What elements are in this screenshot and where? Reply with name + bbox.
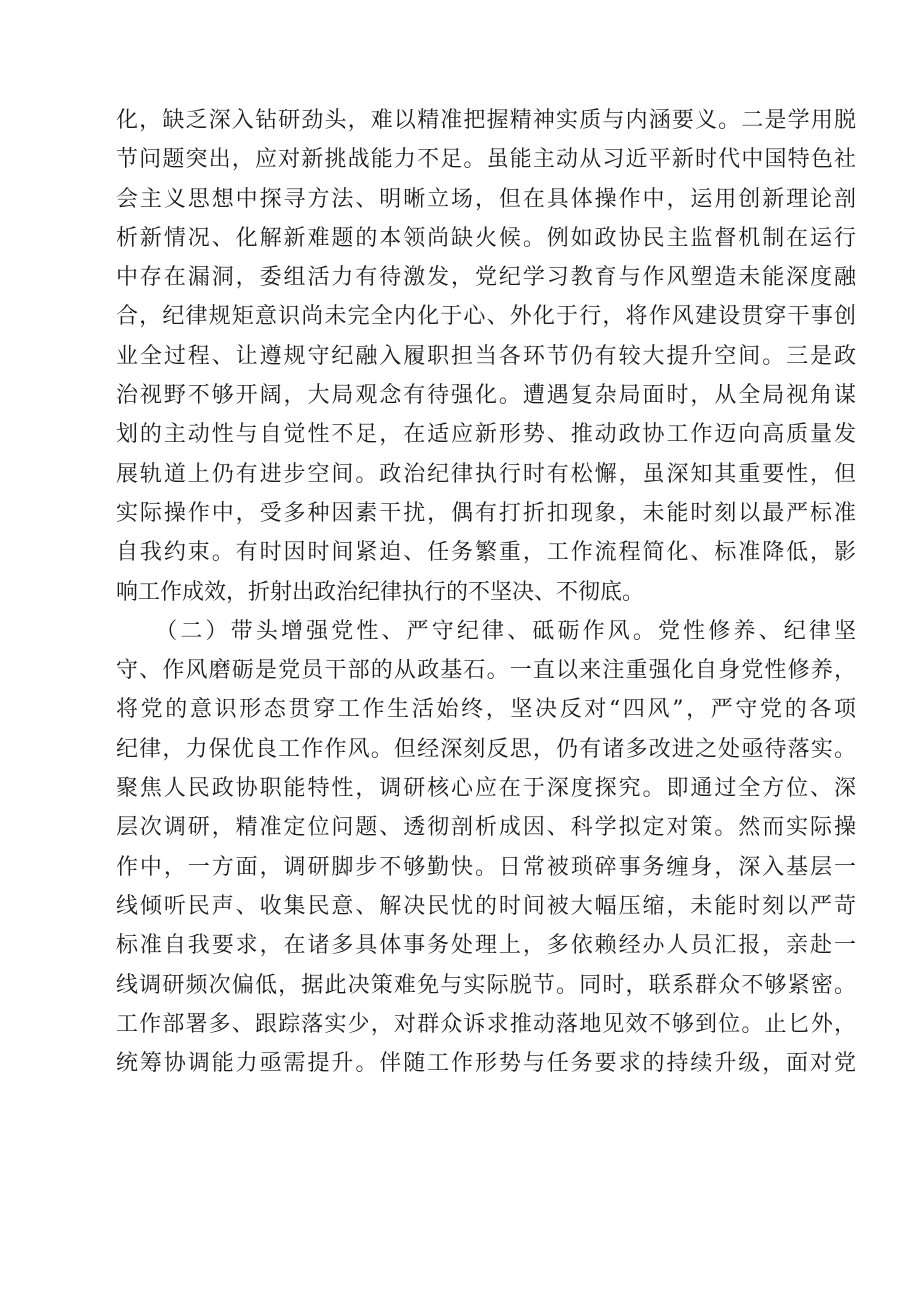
text-line: 工作部署多、跟踪落实少，对群众诉求推动落地见效不够到位。止匕外， [116, 1011, 856, 1037]
text-line: 展轨道上仍有进步空间。政治纪律执行时有松懈，虽深知其重要性，但 [116, 461, 856, 487]
text-line: 层次调研，精准定位问题、透彻剖析成因、科学拟定对策。然而实际操 [116, 815, 856, 841]
text-line: 治视野不够开阔，大局观念有待强化。遭遇复杂局面时，从全局视角谋 [116, 383, 856, 409]
text-line: 守、作风磨砺是党员干部的从政基石。一直以来注重强化自身党性修养， [116, 658, 856, 684]
text-line: 线调研频次偏低，据此决策难免与实际脱节。同时，联系群众不够紧密。 [116, 972, 856, 998]
text-line: 线倾听民声、收集民意、解决民忧的时间被大幅压缩，未能时刻以严苛 [116, 893, 856, 919]
text-line: 作中，一方面，调研脚步不够勤快。日常被琐碎事务缠身，深入基层一 [116, 854, 856, 880]
paragraph-end-line: 响工作成效，折射出政治纪律执行的不坚决、不彻底。 [116, 579, 645, 605]
body-text [116, 101, 856, 1083]
text-line: 析新情况、化解新难题的本领尚缺火候。例如政协民主监督机制在运行 [116, 225, 856, 251]
text-line: 合，纪律规矩意识尚未完全内化于心、外化于行，将作风建设贯穿干事创 [116, 304, 856, 330]
text-line: 聚焦人民政协职能特性，调研核心应在于深度探究。即通过全方位、深 [116, 776, 856, 802]
text-line: 业全过程、让遵规守纪融入履职担当各环节仍有较大提升空间。三是政 [116, 343, 856, 369]
text-line: 会主义思想中探寻方法、明晰立场，但在具体操作中，运用创新理论剖 [116, 186, 856, 212]
text-line: 自我约束。有时因时间紧迫、任务繁重，工作流程简化、标准降低，影 [116, 540, 856, 566]
text-line: 实际操作中，受多种因素干扰，偶有打折扣现象，未能时刻以最严标准 [116, 500, 856, 526]
text-line: 将党的意识形态贯穿工作生活始终，坚决反对“四风”，严守党的各项 [116, 697, 856, 723]
text-line: 划的主动性与自觉性不足，在适应新形势、推动政协工作迈向高质量发 [116, 422, 856, 448]
text-line: 纪律，力保优良工作作风。但经深刻反思，仍有诸多改进之处亟待落实。 [116, 736, 856, 762]
text-line: 标准自我要求，在诸多具体事务处理上，多依赖经办人员汇报，亲赴一 [116, 933, 856, 959]
text-line: 节问题突出，应对新挑战能力不足。虽能主动从习近平新时代中国特色社 [116, 147, 856, 173]
text-line: 统筹协调能力亟需提升。伴随工作形势与任务要求的持续升级，面对党 [116, 1051, 856, 1077]
section-heading-line: （二）带头增强党性、严守纪律、砥砺作风。党性修养、纪律坚 [116, 618, 856, 644]
text-line: 化，缺乏深入钻研劲头，难以精准把握精神实质与内涵要义。二是学用脱 [116, 108, 856, 133]
text-line: 中存在漏洞，委组活力有待激发，党纪学习教育与作风塑造未能深度融 [116, 265, 856, 291]
